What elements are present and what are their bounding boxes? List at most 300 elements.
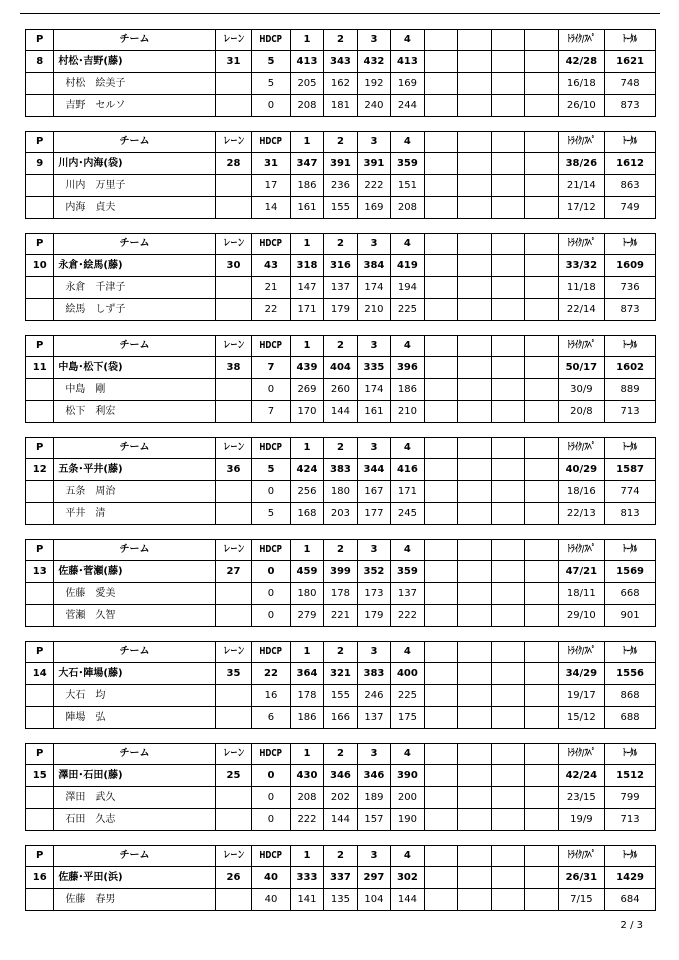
header-game-4-text: 4 bbox=[403, 748, 411, 759]
empty-cell bbox=[458, 787, 491, 809]
player-row bbox=[26, 401, 656, 423]
empty-cell bbox=[525, 685, 558, 707]
team-total bbox=[605, 459, 656, 481]
player-game-4 bbox=[391, 583, 424, 605]
player-row bbox=[26, 787, 656, 809]
header-game-1 bbox=[290, 30, 323, 51]
player-game-3-text: 169 bbox=[364, 201, 384, 213]
player-game-4 bbox=[391, 73, 424, 95]
player-game-1-text: 186 bbox=[297, 179, 317, 191]
team-game-3 bbox=[357, 51, 390, 73]
header-empty bbox=[424, 642, 457, 663]
empty-cell bbox=[491, 765, 524, 787]
empty-cell bbox=[491, 889, 524, 911]
player-game-3-text: 240 bbox=[364, 99, 384, 111]
player-name-text: 佐藤 春男 bbox=[65, 893, 116, 905]
player-hdcp bbox=[252, 175, 291, 197]
team-total bbox=[605, 867, 656, 889]
header-empty bbox=[491, 336, 524, 357]
team-row bbox=[26, 663, 656, 685]
header-game-1 bbox=[290, 336, 323, 357]
header-hdcp bbox=[252, 642, 291, 663]
empty-cell bbox=[458, 255, 491, 277]
player-game-4 bbox=[391, 503, 424, 525]
player-strikes bbox=[558, 175, 605, 197]
team-game-3 bbox=[357, 561, 390, 583]
player-game-4-text: 171 bbox=[397, 485, 417, 497]
team-game-2-text: 337 bbox=[330, 871, 351, 883]
team-game-1 bbox=[290, 357, 323, 379]
player-total bbox=[605, 277, 656, 299]
header-lane bbox=[215, 234, 252, 255]
header-hdcp bbox=[252, 132, 291, 153]
player-place bbox=[26, 605, 54, 627]
player-lane bbox=[215, 197, 252, 219]
player-game-3 bbox=[357, 583, 390, 605]
player-game-1 bbox=[290, 787, 323, 809]
player-total-text: 668 bbox=[620, 587, 640, 599]
empty-cell bbox=[424, 459, 457, 481]
player-total bbox=[605, 809, 656, 831]
player-game-3-text: 167 bbox=[364, 485, 384, 497]
player-game-2 bbox=[324, 685, 357, 707]
player-lane bbox=[215, 889, 252, 911]
player-strikes bbox=[558, 481, 605, 503]
player-place bbox=[26, 583, 54, 605]
player-game-3 bbox=[357, 889, 390, 911]
header-game-2 bbox=[324, 132, 357, 153]
player-game-4-text: 244 bbox=[397, 99, 417, 111]
empty-cell bbox=[525, 503, 558, 525]
header-place bbox=[26, 132, 54, 153]
team-row bbox=[26, 765, 656, 787]
header-game-4 bbox=[391, 234, 424, 255]
header-strikes bbox=[558, 642, 605, 663]
header-empty bbox=[424, 846, 457, 867]
header-game-4 bbox=[391, 540, 424, 561]
team-game-4-text: 413 bbox=[396, 55, 418, 67]
header-strikes-text: ﾄﾗｲｸ/ｽﾍﾟ bbox=[567, 442, 596, 453]
team-place bbox=[26, 867, 54, 889]
team-lane bbox=[215, 765, 252, 787]
player-hdcp-text: 0 bbox=[267, 99, 275, 111]
header-empty bbox=[491, 744, 524, 765]
empty-cell bbox=[424, 197, 457, 219]
header-lane-text: レーン bbox=[222, 136, 245, 147]
team-place-text: 8 bbox=[36, 55, 44, 67]
team-lane bbox=[215, 663, 252, 685]
header-place bbox=[26, 540, 54, 561]
player-game-3-text: 179 bbox=[364, 609, 384, 621]
team-game-3 bbox=[357, 255, 390, 277]
player-game-1 bbox=[290, 503, 323, 525]
player-strikes-text: 19/17 bbox=[566, 689, 596, 701]
header-game-4-text: 4 bbox=[403, 34, 411, 45]
header-game-1-text: 1 bbox=[303, 544, 311, 555]
header-empty bbox=[491, 132, 524, 153]
player-game-1-text: 161 bbox=[297, 201, 317, 213]
empty-cell bbox=[491, 809, 524, 831]
empty-cell bbox=[525, 809, 558, 831]
empty-cell bbox=[458, 605, 491, 627]
team-total-text: 1609 bbox=[616, 259, 644, 271]
header-empty bbox=[424, 132, 457, 153]
player-strikes-text: 23/15 bbox=[566, 791, 596, 803]
team-game-3 bbox=[357, 663, 390, 685]
header-game-3-text: 3 bbox=[370, 646, 378, 657]
team-game-1 bbox=[290, 867, 323, 889]
header-game-3-text: 3 bbox=[370, 442, 378, 453]
header-hdcp-text: HDCP bbox=[259, 442, 283, 453]
player-place bbox=[26, 277, 54, 299]
player-lane bbox=[215, 481, 252, 503]
team-strikes-text: 47/21 bbox=[565, 565, 598, 577]
player-game-1-text: 269 bbox=[297, 383, 317, 395]
empty-cell bbox=[424, 153, 457, 175]
team-total-text: 1587 bbox=[616, 463, 644, 475]
team-place-text: 16 bbox=[32, 871, 47, 883]
header-place bbox=[26, 438, 54, 459]
empty-cell bbox=[424, 255, 457, 277]
team-name bbox=[54, 153, 215, 175]
header-game-2-text: 2 bbox=[336, 340, 344, 351]
header-team-text: チーム bbox=[119, 646, 150, 657]
header-empty bbox=[525, 846, 558, 867]
header-game-4 bbox=[391, 744, 424, 765]
team-name-text: 川内･内海(袋) bbox=[58, 157, 123, 169]
player-strikes-text: 21/14 bbox=[566, 179, 596, 191]
header-game-1 bbox=[290, 438, 323, 459]
team-total bbox=[605, 765, 656, 787]
header-strikes-text: ﾄﾗｲｸ/ｽﾍﾟ bbox=[567, 340, 596, 351]
team-total-text: 1556 bbox=[616, 667, 644, 679]
player-game-4-text: 225 bbox=[397, 303, 417, 315]
player-game-1-text: 208 bbox=[297, 791, 317, 803]
player-hdcp bbox=[252, 787, 291, 809]
team-name-text: 村松･吉野(藤) bbox=[58, 55, 123, 67]
header-row bbox=[26, 438, 656, 459]
player-hdcp bbox=[252, 889, 291, 911]
player-name bbox=[54, 175, 215, 197]
team-game-1-text: 318 bbox=[296, 259, 318, 271]
team-name bbox=[54, 561, 215, 583]
player-total-text: 868 bbox=[620, 689, 640, 701]
player-game-2 bbox=[324, 605, 357, 627]
player-strikes bbox=[558, 197, 605, 219]
team-game-2 bbox=[324, 867, 357, 889]
player-game-2-text: 181 bbox=[330, 99, 350, 111]
player-place bbox=[26, 503, 54, 525]
team-strikes bbox=[558, 459, 605, 481]
player-game-1 bbox=[290, 401, 323, 423]
empty-cell bbox=[458, 277, 491, 299]
player-game-2-text: 180 bbox=[330, 485, 350, 497]
team-row bbox=[26, 255, 656, 277]
team-hdcp bbox=[252, 867, 291, 889]
empty-cell bbox=[424, 357, 457, 379]
empty-cell bbox=[491, 481, 524, 503]
player-total-text: 748 bbox=[620, 77, 640, 89]
header-game-2-text: 2 bbox=[336, 544, 344, 555]
team-strikes-text: 38/26 bbox=[565, 157, 598, 169]
header-hdcp-text: HDCP bbox=[259, 136, 283, 147]
empty-cell bbox=[424, 787, 457, 809]
player-row bbox=[26, 481, 656, 503]
player-name bbox=[54, 481, 215, 503]
player-hdcp bbox=[252, 503, 291, 525]
player-hdcp-text: 21 bbox=[264, 281, 278, 293]
team-game-2 bbox=[324, 663, 357, 685]
empty-cell bbox=[525, 73, 558, 95]
team-strikes bbox=[558, 357, 605, 379]
empty-cell bbox=[458, 175, 491, 197]
team-place bbox=[26, 561, 54, 583]
player-hdcp bbox=[252, 401, 291, 423]
player-game-3 bbox=[357, 787, 390, 809]
team-name bbox=[54, 255, 215, 277]
player-name bbox=[54, 277, 215, 299]
player-row bbox=[26, 175, 656, 197]
team-lane-text: 35 bbox=[226, 667, 241, 679]
header-strikes-text: ﾄﾗｲｸ/ｽﾍﾟ bbox=[567, 34, 596, 45]
player-game-4 bbox=[391, 481, 424, 503]
player-total bbox=[605, 685, 656, 707]
header-total-text: ﾄｰﾀﾙ bbox=[622, 136, 638, 147]
player-hdcp bbox=[252, 73, 291, 95]
header-team bbox=[54, 30, 215, 51]
header-total-text: ﾄｰﾀﾙ bbox=[622, 544, 638, 555]
empty-cell bbox=[424, 481, 457, 503]
player-hdcp-text: 0 bbox=[267, 813, 275, 825]
player-game-2 bbox=[324, 401, 357, 423]
header-game-2-text: 2 bbox=[336, 850, 344, 861]
team-hdcp-text: 43 bbox=[264, 259, 278, 271]
empty-cell bbox=[458, 51, 491, 73]
header-strikes-text: ﾄﾗｲｸ/ｽﾍﾟ bbox=[567, 544, 596, 555]
empty-cell bbox=[424, 809, 457, 831]
player-total bbox=[605, 401, 656, 423]
team-total-text: 1612 bbox=[616, 157, 644, 169]
player-name-text: 川内 万里子 bbox=[65, 179, 126, 191]
team-hdcp-text: 31 bbox=[264, 157, 278, 169]
header-game-3 bbox=[357, 30, 390, 51]
player-name-text: 大石 均 bbox=[65, 689, 106, 701]
player-place bbox=[26, 175, 54, 197]
player-game-4 bbox=[391, 707, 424, 729]
team-strikes-text: 42/24 bbox=[565, 769, 598, 781]
header-total bbox=[605, 744, 656, 765]
player-game-4 bbox=[391, 787, 424, 809]
team-row bbox=[26, 459, 656, 481]
empty-cell bbox=[525, 401, 558, 423]
team-row bbox=[26, 867, 656, 889]
team-game-2-text: 343 bbox=[330, 55, 351, 67]
header-game-4 bbox=[391, 642, 424, 663]
team-game-3 bbox=[357, 867, 390, 889]
player-game-1 bbox=[290, 175, 323, 197]
player-hdcp-text: 0 bbox=[267, 609, 275, 621]
header-hdcp bbox=[252, 846, 291, 867]
header-strikes-text: ﾄﾗｲｸ/ｽﾍﾟ bbox=[567, 850, 596, 861]
player-strikes bbox=[558, 95, 605, 117]
player-game-3 bbox=[357, 277, 390, 299]
player-row bbox=[26, 685, 656, 707]
player-game-2-text: 179 bbox=[330, 303, 350, 315]
player-strikes-text: 7/15 bbox=[570, 893, 593, 905]
player-hdcp bbox=[252, 605, 291, 627]
empty-cell bbox=[525, 707, 558, 729]
header-hdcp-text: HDCP bbox=[259, 340, 283, 351]
header-lane bbox=[215, 744, 252, 765]
header-game-3 bbox=[357, 438, 390, 459]
header-lane bbox=[215, 30, 252, 51]
header-game-1 bbox=[290, 846, 323, 867]
header-place-text: P bbox=[36, 646, 44, 657]
team-lane bbox=[215, 153, 252, 175]
header-lane bbox=[215, 132, 252, 153]
team-place bbox=[26, 459, 54, 481]
player-game-4 bbox=[391, 299, 424, 321]
header-game-3 bbox=[357, 234, 390, 255]
header-total-text: ﾄｰﾀﾙ bbox=[622, 850, 638, 861]
header-game-3-text: 3 bbox=[370, 238, 378, 249]
player-game-2-text: 144 bbox=[330, 813, 350, 825]
player-place bbox=[26, 889, 54, 911]
header-empty bbox=[424, 234, 457, 255]
header-game-3-text: 3 bbox=[370, 850, 378, 861]
header-game-3 bbox=[357, 540, 390, 561]
player-name bbox=[54, 73, 215, 95]
player-game-2 bbox=[324, 809, 357, 831]
player-game-4 bbox=[391, 175, 424, 197]
header-team bbox=[54, 438, 215, 459]
empty-cell bbox=[424, 95, 457, 117]
empty-cell bbox=[525, 95, 558, 117]
empty-cell bbox=[491, 51, 524, 73]
team-game-2-text: 383 bbox=[330, 463, 351, 475]
empty-cell bbox=[424, 175, 457, 197]
player-game-2 bbox=[324, 175, 357, 197]
empty-cell bbox=[424, 889, 457, 911]
empty-cell bbox=[491, 73, 524, 95]
team-lane-text: 31 bbox=[226, 55, 241, 67]
empty-cell bbox=[525, 561, 558, 583]
team-lane bbox=[215, 459, 252, 481]
player-game-1 bbox=[290, 605, 323, 627]
empty-cell bbox=[525, 277, 558, 299]
player-strikes-text: 22/13 bbox=[566, 507, 596, 519]
empty-cell bbox=[525, 867, 558, 889]
header-hdcp-text: HDCP bbox=[259, 238, 283, 249]
player-game-3 bbox=[357, 299, 390, 321]
player-hdcp bbox=[252, 707, 291, 729]
header-strikes bbox=[558, 744, 605, 765]
player-row bbox=[26, 809, 656, 831]
header-empty bbox=[491, 846, 524, 867]
empty-cell bbox=[491, 299, 524, 321]
team-table bbox=[25, 743, 656, 831]
header-row bbox=[26, 132, 656, 153]
player-total bbox=[605, 503, 656, 525]
header-empty bbox=[424, 540, 457, 561]
player-game-3 bbox=[357, 401, 390, 423]
header-empty bbox=[525, 234, 558, 255]
header-strikes-text: ﾄﾗｲｸ/ｽﾍﾟ bbox=[567, 238, 596, 249]
player-hdcp-text: 40 bbox=[264, 893, 278, 905]
team-game-3-text: 346 bbox=[363, 769, 385, 781]
header-row bbox=[26, 846, 656, 867]
team-game-1-text: 430 bbox=[296, 769, 318, 781]
empty-cell bbox=[458, 867, 491, 889]
header-hdcp bbox=[252, 234, 291, 255]
player-total bbox=[605, 605, 656, 627]
header-strikes bbox=[558, 132, 605, 153]
team-hdcp-text: 5 bbox=[267, 463, 275, 475]
team-place-text: 11 bbox=[32, 361, 47, 373]
team-game-1 bbox=[290, 459, 323, 481]
empty-cell bbox=[424, 51, 457, 73]
player-hdcp-text: 17 bbox=[264, 179, 278, 191]
team-strikes bbox=[558, 663, 605, 685]
team-place-text: 10 bbox=[32, 259, 47, 271]
player-strikes bbox=[558, 503, 605, 525]
header-empty bbox=[458, 744, 491, 765]
header-place bbox=[26, 744, 54, 765]
team-place bbox=[26, 357, 54, 379]
empty-cell bbox=[525, 787, 558, 809]
player-lane bbox=[215, 379, 252, 401]
player-lane bbox=[215, 685, 252, 707]
team-name bbox=[54, 867, 215, 889]
header-game-1 bbox=[290, 132, 323, 153]
team-hdcp bbox=[252, 459, 291, 481]
player-lane bbox=[215, 277, 252, 299]
team-lane-text: 27 bbox=[226, 565, 241, 577]
empty-cell bbox=[525, 379, 558, 401]
team-lane-text: 38 bbox=[226, 361, 241, 373]
team-name-text: 佐藤･菅瀬(藤) bbox=[58, 565, 123, 577]
player-name-text: 平井 清 bbox=[65, 507, 106, 519]
header-hdcp-text: HDCP bbox=[259, 646, 283, 657]
team-place-text: 15 bbox=[32, 769, 47, 781]
team-total-text: 1602 bbox=[616, 361, 644, 373]
team-game-4-text: 359 bbox=[396, 565, 418, 577]
team-table bbox=[25, 437, 656, 525]
player-place bbox=[26, 197, 54, 219]
player-game-2-text: 166 bbox=[330, 711, 350, 723]
player-game-1 bbox=[290, 277, 323, 299]
header-game-1 bbox=[290, 642, 323, 663]
header-empty bbox=[525, 642, 558, 663]
header-place-text: P bbox=[36, 340, 44, 351]
header-empty bbox=[491, 642, 524, 663]
header-strikes bbox=[558, 540, 605, 561]
player-row bbox=[26, 73, 656, 95]
team-table bbox=[25, 29, 656, 117]
player-total bbox=[605, 583, 656, 605]
team-game-4 bbox=[391, 459, 424, 481]
team-game-3 bbox=[357, 153, 390, 175]
header-lane-text: レーン bbox=[222, 646, 245, 657]
team-lane-text: 26 bbox=[226, 871, 241, 883]
header-game-2-text: 2 bbox=[336, 136, 344, 147]
team-hdcp-text: 7 bbox=[267, 361, 275, 373]
header-game-1-text: 1 bbox=[303, 238, 311, 249]
player-strikes-text: 18/11 bbox=[566, 587, 596, 599]
player-lane bbox=[215, 95, 252, 117]
player-game-4-text: 186 bbox=[397, 383, 417, 395]
player-total bbox=[605, 379, 656, 401]
